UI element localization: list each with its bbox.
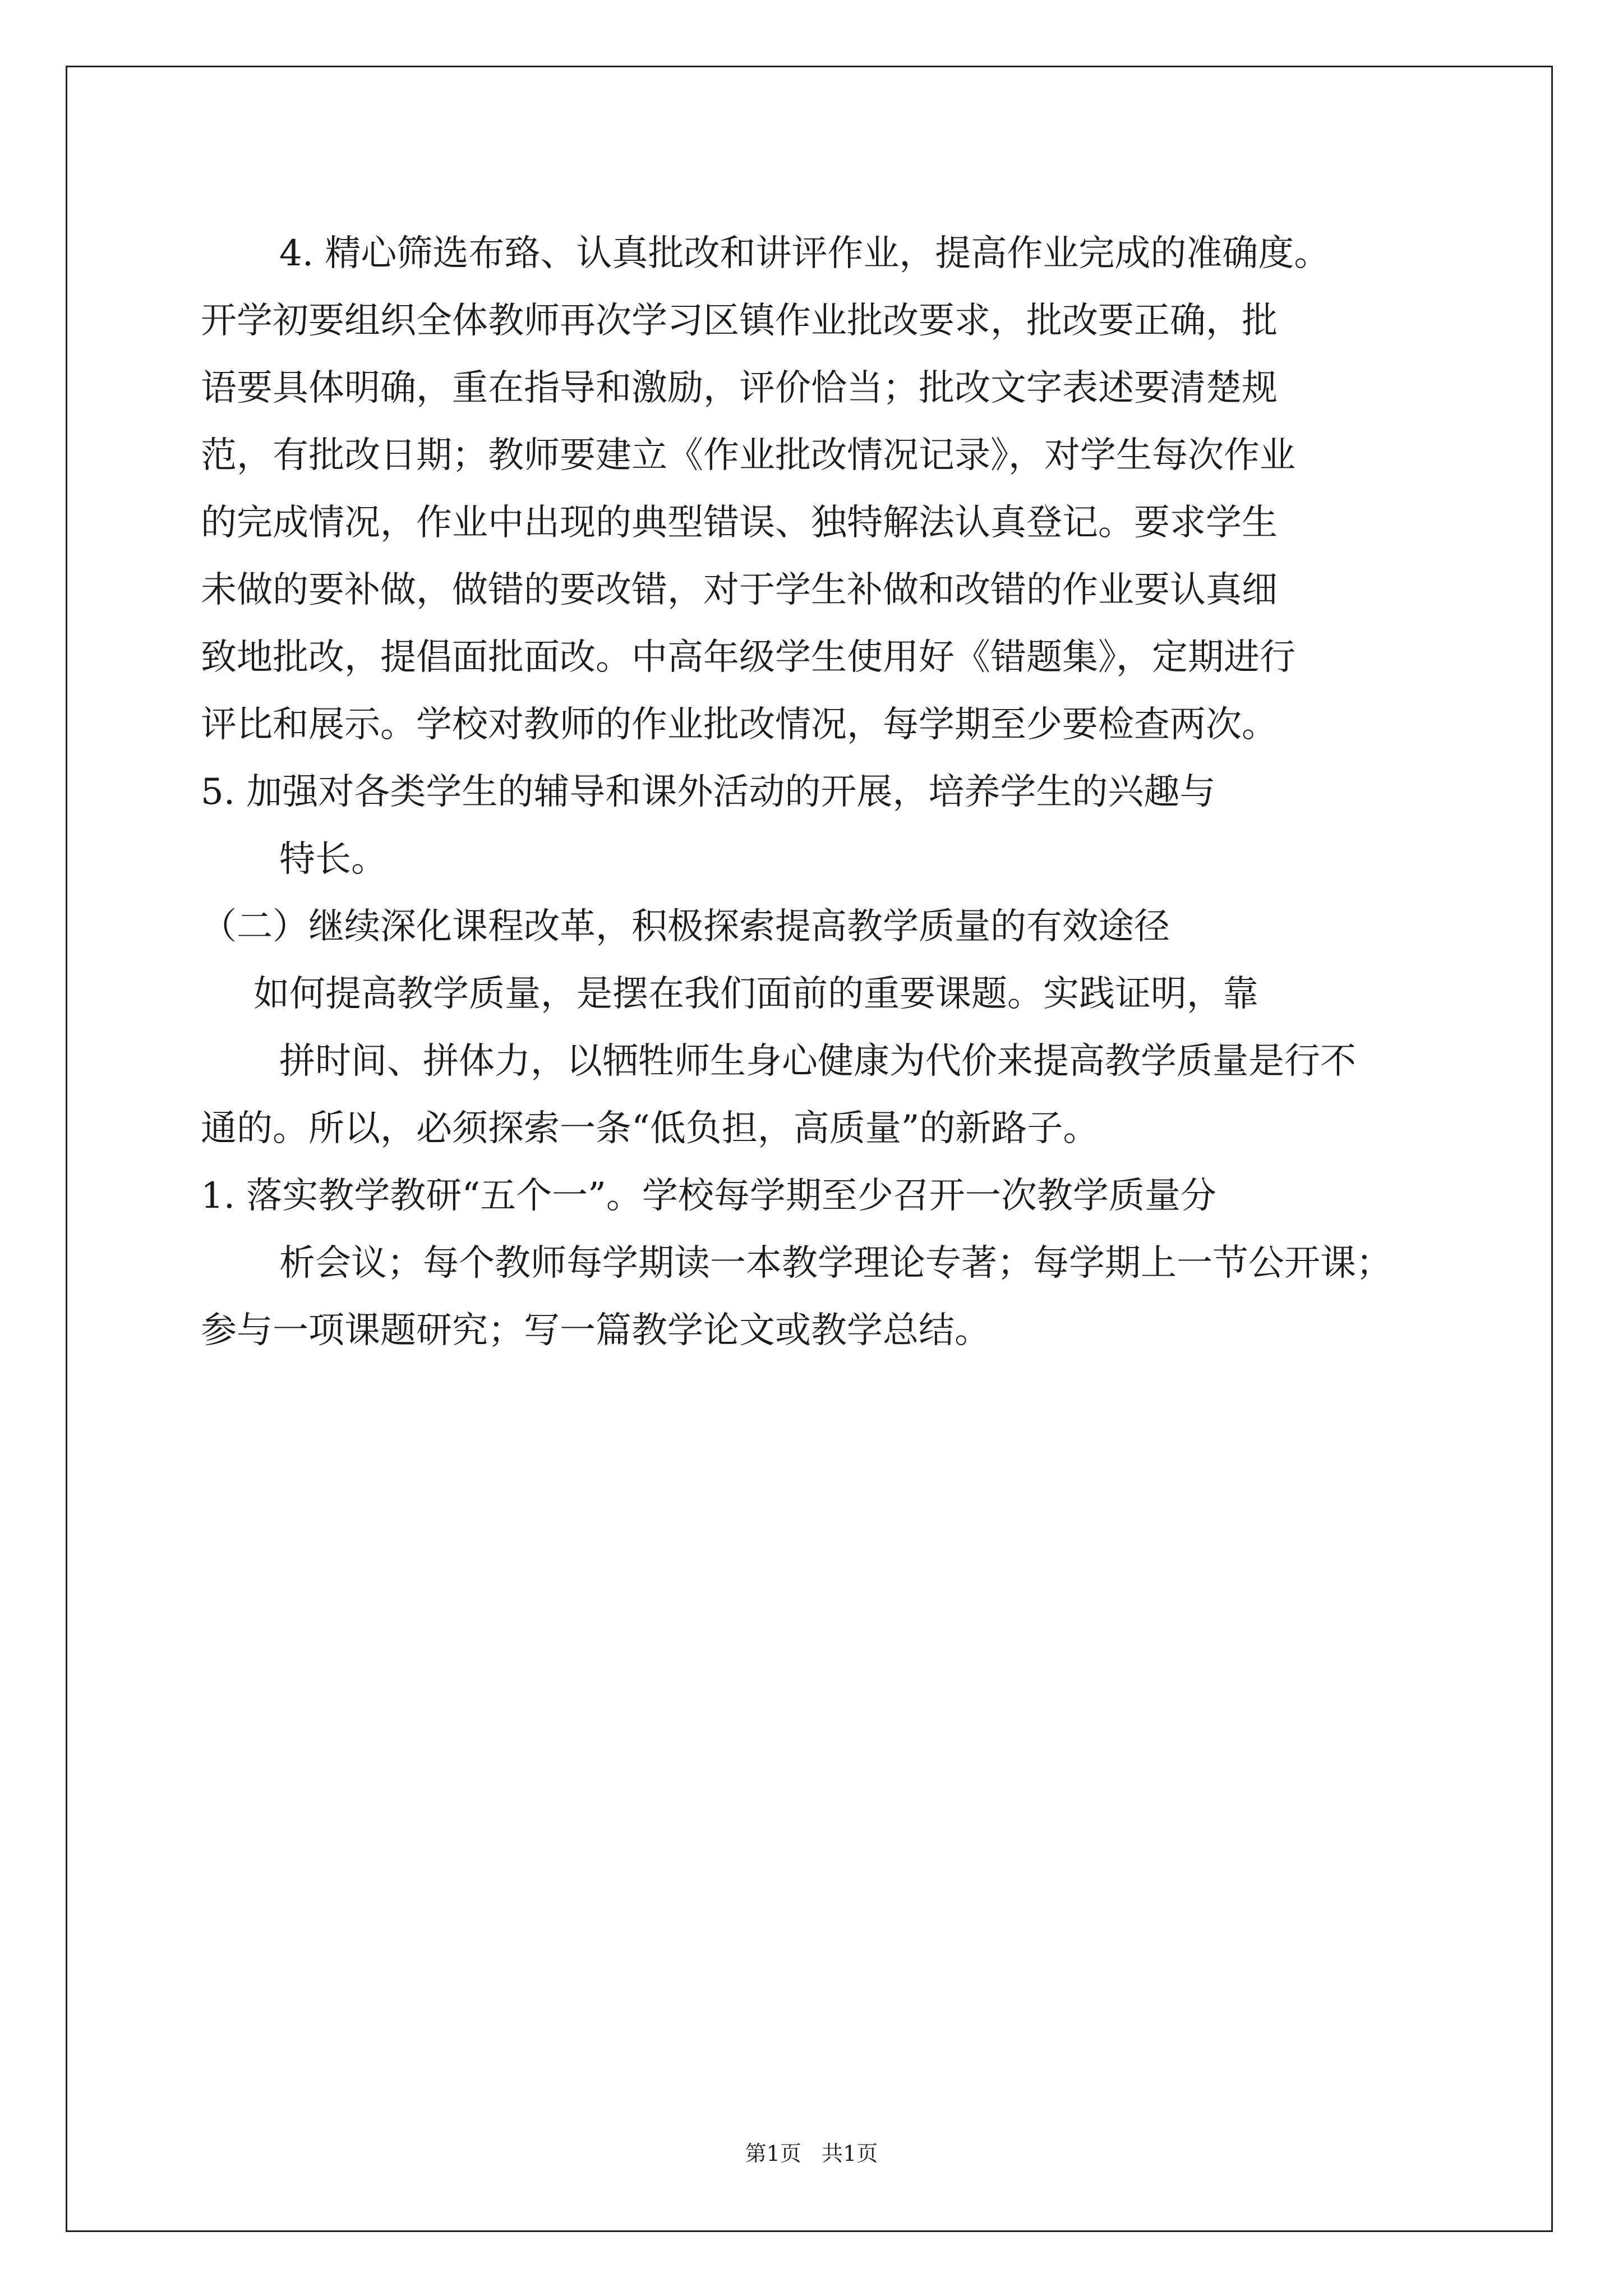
text-line: 未做的要补做，做错的要改错，对于学生补做和改错的作业要认真细 <box>201 569 1278 611</box>
text-line: 评比和展示。学校对教师的作业批改情况，每学期至少要检查两次。 <box>201 704 1278 746</box>
text-line: 范，有批改日期；教师要建立《作业批改情况记录》，对学生每次作业 <box>201 435 1295 476</box>
text-line: 语要具体明确，重在指导和激励，评价恰当；批改文字表述要清楚规 <box>201 367 1278 409</box>
text-line: 特长。 <box>279 839 387 880</box>
text-line: （二）继续深化课程改革，积极探索提高教学质量的有效途径 <box>201 906 1170 947</box>
section-heading: 如何提高教学质量，是摆在我们面前的重要课题。实践证明，靠 <box>253 973 1258 1015</box>
text-line: 参与一项课题研究；写一篇教学论文或教学总结。 <box>201 1310 990 1351</box>
text-line: 5. 加强对各类学生的辅导和课外活动的开展，培养学生的兴趣与 <box>201 771 1216 813</box>
page-footer: 第1页 共1页 <box>745 2141 878 2166</box>
text-line: 的完成情况，作业中出现的典型错误、独特解法认真登记。要求学生 <box>201 502 1278 544</box>
text-line: 4. 精心筛选布臵、认真批改和讲评作业，提高作业完成的准确度。 <box>279 233 1330 274</box>
text-line: 致地批改，提倡面批面改。中高年级学生使用好《错题集》，定期进行 <box>201 637 1295 678</box>
text-line: 通的。所以，必须探索一条“低负担，高质量”的新路子。 <box>201 1108 1099 1149</box>
text-line: 拼时间、拼体力，以牺牲师生身心健康为代价来提高教学质量是行不 <box>279 1041 1356 1082</box>
text-line: 开学初要组织全体教师再次学习区镇作业批改要求，批改要正确，批 <box>201 300 1278 342</box>
text-line: 析会议；每个教师每学期读一本教学理论专著；每学期上一节公开课； <box>279 1243 1392 1284</box>
text-line: 1. 落实教学教研“五个一”。学校每学期至少召开一次教学质量分 <box>201 1175 1216 1217</box>
